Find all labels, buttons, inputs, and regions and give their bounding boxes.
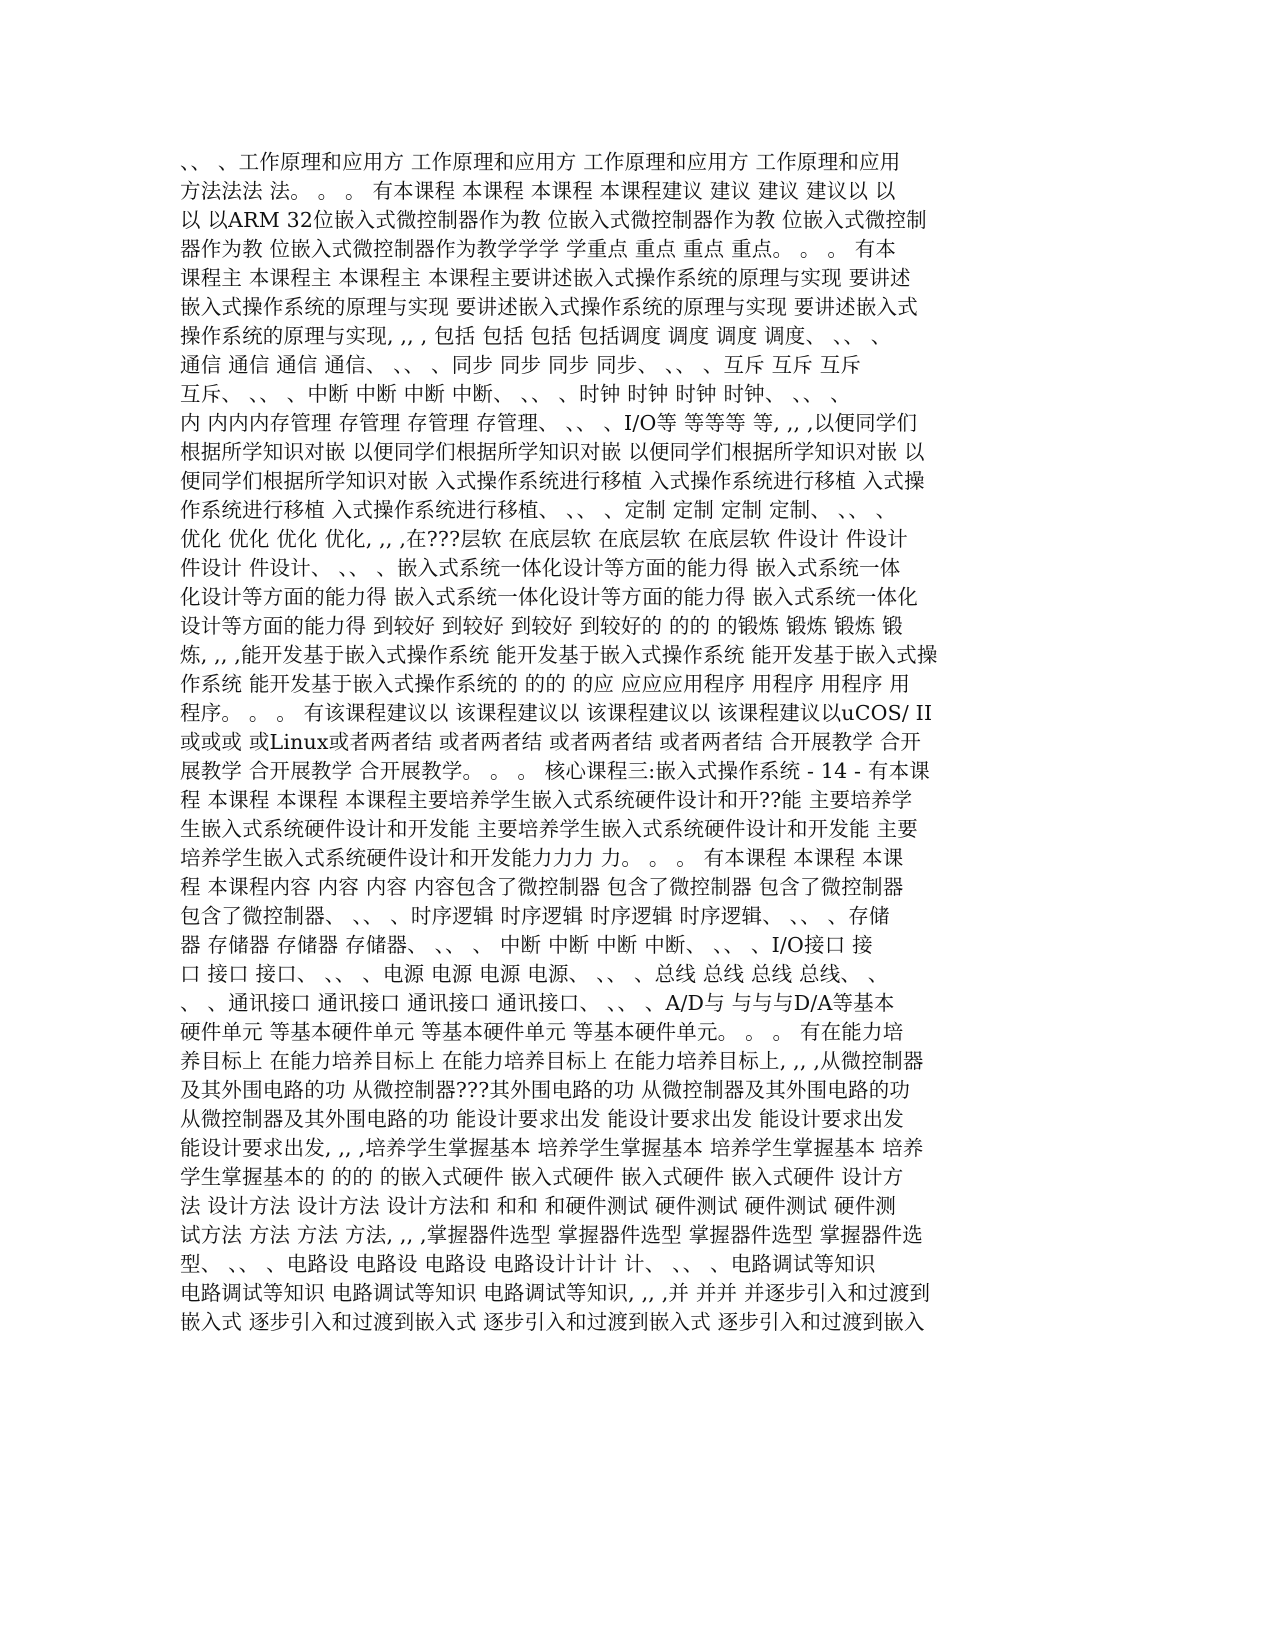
text-line: 内 内内内存管理 存管理 存管理 存管理、 、、 、I/O等 等等等 等, ,, ,以便同学们 <box>180 411 918 435</box>
text-line: 以 以ARM 32位嵌入式微控制器作为教 位嵌入式微控制器作为教 位嵌入式微控制 <box>180 208 927 232</box>
text-line: 通信 通信 通信 通信、 、、 、同步 同步 同步 同步、 、、 、互斥 互斥 互斥 <box>180 353 862 377</box>
text-line: 生嵌入式系统硬件设计和开发能 主要培养学生嵌入式系统硬件设计和开发能 主要 <box>180 817 918 841</box>
text-line: 课程主 本课程主 本课程主 本课程主要讲述嵌入式操作系统的原理与实现 要讲述 <box>180 266 911 290</box>
text-line: 器作为教 位嵌入式微控制器作为教学学学 学重点 重点 重点 重点。 。 。 有本 <box>180 237 897 261</box>
text-line: 优化 优化 优化 优化, ,, ,在???层软 在底层软 在底层软 在底层软 件设计 件设计 <box>180 527 908 551</box>
text-line: 器 存储器 存储器 存储器、 、、 、 中断 中断 中断 中断、 、、 、I/O接口 接 <box>180 933 873 957</box>
text-line: 能设计要求出发, ,, ,培养学生掌握基本 培养学生掌握基本 培养学生掌握基本 培养 <box>180 1136 924 1160</box>
text-line: 或或或 或Linux或者两者结 或者两者结 或者两者结 或者两者结 合开展教学 合开 <box>180 730 922 754</box>
text-line: 设计等方面的能力得 到较好 到较好 到较好 到较好的 的的 的锻炼 锻炼 锻炼 锻 <box>180 614 903 638</box>
text-line: 从微控制器及其外围电路的功 能设计要求出发 能设计要求出发 能设计要求出发 <box>180 1107 904 1131</box>
text-line: 、 、通讯接口 通讯接口 通讯接口 通讯接口、 、、 、A/D与 与与与D/A等基本 <box>180 991 895 1015</box>
text-line: 及其外围电路的功 从微控制器???其外围电路的功 从微控制器及其外围电路的功 <box>180 1078 911 1102</box>
text-line: 操作系统的原理与实现, ,, , 包括 包括 包括 包括调度 调度 调度 调度、 、、 、 <box>180 324 892 348</box>
text-line: 试方法 方法 方法 方法, ,, ,掌握器件选型 掌握器件选型 掌握器件选型 掌握器件选 <box>180 1223 923 1247</box>
text-line: 嵌入式操作系统的原理与实现 要讲述嵌入式操作系统的原理与实现 要讲述嵌入式 <box>180 295 918 319</box>
text-line: 件设计 件设计、 、、 、嵌入式系统一体化设计等方面的能力得 嵌入式系统一体 <box>180 556 901 580</box>
text-line: 型、 、、 、电路设 电路设 电路设 电路设计计计 计、 、、 、电路调试等知识 <box>180 1252 876 1276</box>
text-line: 包含了微控制器、 、、 、时序逻辑 时序逻辑 时序逻辑 时序逻辑、 、、 、存储 <box>180 904 890 928</box>
text-line: 、、 、工作原理和应用方 工作原理和应用方 工作原理和应用方 工作原理和应用 <box>180 150 901 174</box>
text-line: 培养学生嵌入式系统硬件设计和开发能力力力 力。 。 。 有本课程 本课程 本课 <box>180 846 904 870</box>
text-line: 互斥、 、、 、中断 中断 中断 中断、 、、 、时钟 时钟 时钟 时钟、 、、 、 <box>180 382 851 406</box>
text-line: 便同学们根据所学知识对嵌 入式操作系统进行移植 入式操作系统进行移植 入式操 <box>180 469 925 493</box>
text-line: 作系统 能开发基于嵌入式操作系统的 的的 的应 应应应用程序 用程序 用程序 用 <box>180 672 911 696</box>
text-line: 方法法法 法。 。 。 有本课程 本课程 本课程 本课程建议 建议 建议 建议以 以 <box>180 179 896 203</box>
text-line: 硬件单元 等基本硬件单元 等基本硬件单元 等基本硬件单元。 。 。 有在能力培 <box>180 1020 904 1044</box>
text-line: 展教学 合开展教学 合开展教学。 。 。 核心课程三:嵌入式操作系统 - 14 - 有本课 <box>180 759 930 783</box>
text-line: 口 接口 接口、 、、 、电源 电源 电源 电源、 、、 、总线 总线 总线 总线、 、 <box>180 962 889 986</box>
text-line: 程序。 。 。 有该课程建议以 该课程建议以 该课程建议以 该课程建议以uCOS/ II <box>180 701 933 725</box>
text-line: 电路调试等知识 电路调试等知识 电路调试等知识, ,, ,并 并并 并逐步引入和过渡到 <box>180 1281 931 1305</box>
text-line: 程 本课程 本课程 本课程主要培养学生嵌入式系统硬件设计和开??能 主要培养学 <box>180 788 913 812</box>
text-line: 法 设计方法 设计方法 设计方法和 和和 和硬件测试 硬件测试 硬件测试 硬件测 <box>180 1194 897 1218</box>
text-line: 炼, ,, ,能开发基于嵌入式操作系统 能开发基于嵌入式操作系统 能开发基于嵌入式操 <box>180 643 938 667</box>
text-line: 养目标上 在能力培养目标上 在能力培养目标上 在能力培养目标上, ,, ,从微控制器 <box>180 1049 924 1073</box>
text-line: 嵌入式 逐步引入和过渡到嵌入式 逐步引入和过渡到嵌入式 逐步引入和过渡到嵌入 <box>180 1310 925 1334</box>
text-line: 学生掌握基本的 的的 的嵌入式硬件 嵌入式硬件 嵌入式硬件 嵌入式硬件 设计方 <box>180 1165 904 1189</box>
body-text <box>180 148 1060 1337</box>
text-line: 程 本课程内容 内容 内容 内容包含了微控制器 包含了微控制器 包含了微控制器 <box>180 875 904 899</box>
text-line: 根据所学知识对嵌 以便同学们根据所学知识对嵌 以便同学们根据所学知识对嵌 以 <box>180 440 925 464</box>
text-line: 作系统进行移植 入式操作系统进行移植、 、、 、定制 定制 定制 定制、 、、 、 <box>180 498 897 522</box>
text-line: 化设计等方面的能力得 嵌入式系统一体化设计等方面的能力得 嵌入式系统一体化 <box>180 585 918 609</box>
